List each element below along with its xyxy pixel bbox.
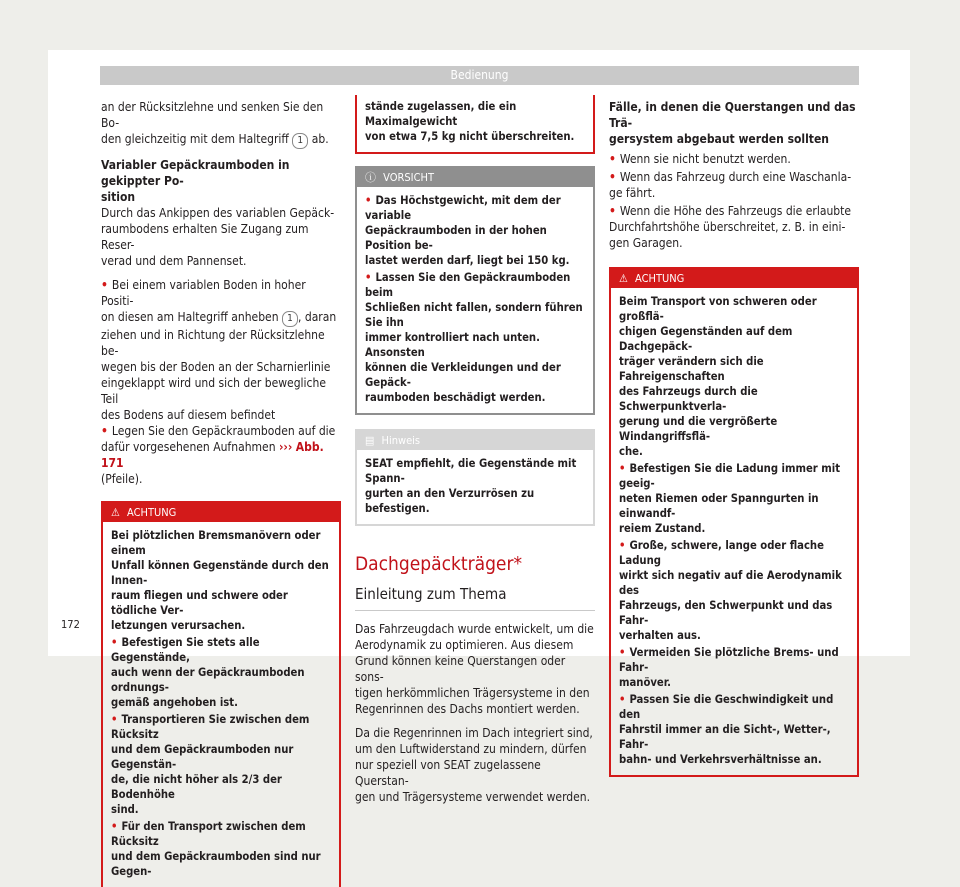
- warning-box-continued: stände zugelassen, die ein Maximalgewicht von etwa 7,5 kg nicht überschreiten.: [355, 95, 595, 154]
- warning-box: [609, 267, 859, 777]
- note-box-header: ▤ Hinweis: [357, 431, 593, 450]
- section-subtitle: Einleitung zum Thema: [355, 584, 595, 611]
- bullet-item: • Bei einem variablen Boden in hoher Positi- on diesen am Haltegriff anheben 1 , daran ziehen und in Richtung der Rücksitzlehne be- wegen bis der Boden an der Scharnierlinie eingeklappt wird und sich der bewegliche Teil des Bodens auf diesem befindet: [101, 278, 337, 422]
- warning-bullet: • Befestigen Sie die Ladung immer mit geeig- neten Riemen oder Spanngurten in einwandf- reiem Zustand.: [619, 462, 841, 535]
- warning-bullet: • Für den Transport zwischen dem Rücksitz und dem Gepäckraumboden sind nur Gegen-: [111, 820, 321, 878]
- warning-bullet: • Vermeiden Sie plötzliche Brems- und Fahr- manöver.: [619, 646, 839, 689]
- warning-box-header: ⚠ ACHTUNG: [103, 503, 339, 522]
- warning-bullet: • Transportieren Sie zwischen dem Rücksitz und dem Gepäckraumboden nur Gegenstän- de, die nicht höher als 2/3 der Bodenhöhe sind.: [111, 713, 310, 816]
- paragraph: Da die Regenrinnen im Dach integriert sind, um den Luftwiderstand zu mindern, dürfen nur speziell von SEAT zugelassene Querstan- gen und Trägersysteme verwendet werden.: [355, 726, 593, 804]
- figure-link[interactable]: Abb. 171: [101, 440, 324, 470]
- paragraph: Durch das Ankippen des variablen Gepäck- raumbodens erhalten Sie Zugang zum Reser- verad und dem Pannenset.: [101, 206, 335, 268]
- info-circle-icon: ⓘ: [365, 171, 376, 184]
- section-heading: [355, 552, 595, 611]
- warning-bullet: • Passen Sie die Geschwindigkeit und den Fahrstil immer an die Sicht-, Wetter-, Fahr- bahn- und Verkehrsverhältnisse an.: [619, 693, 834, 766]
- page-number: 172: [61, 618, 80, 631]
- warning-triangle-icon: ⚠: [619, 272, 628, 285]
- reference-arrow: ›››: [278, 440, 293, 454]
- column-3: [609, 99, 859, 777]
- section-header: Bedienung: [100, 66, 859, 85]
- warning-box: [101, 501, 341, 887]
- warning-box-body: [103, 522, 339, 887]
- caution-box: [355, 166, 595, 415]
- note-box: ▤ Hinweis SEAT empfiehlt, die Gegenstände mit Spann- gurten an den Verzurrösen zu befestigen.: [355, 429, 595, 526]
- bullet-icon: •: [101, 278, 108, 292]
- bullet-item: • Wenn die Höhe des Fahrzeugs die erlaubte Durchfahrtshöhe überschreitet, z. B. in eini- gen Garagen.: [609, 204, 852, 250]
- warning-intro: Bei plötzlichen Bremsmanövern oder einem Unfall können Gegenstände durch den Innen- raum fliegen und schwere oder tödliche Ver- letzungen verursachen.: [111, 529, 329, 632]
- column-2: [355, 95, 595, 813]
- warning-bullet: • Befestigen Sie stets alle Gegenstände, auch wenn der Gepäckraumboden ordnungs- gemäß angehoben ist.: [111, 636, 305, 709]
- subheading: Variabler Gepäckraumboden in gekippter Po- sition: [101, 158, 290, 204]
- note-icon: ▤: [365, 434, 375, 447]
- paragraph: Das Fahrzeugdach wurde entwickelt, um die Aerodynamik zu optimieren. Aus diesem Grund können keine Querstangen oder sons- tigen herkömmlichen Trägersysteme in den Regenrinnen des Dachs montiert werden.: [355, 622, 594, 716]
- bullet-item: • Wenn das Fahrzeug durch eine Waschanla- ge fährt.: [609, 170, 852, 200]
- caution-box-header: ⓘ VORSICHT: [357, 168, 593, 187]
- column-1: [101, 99, 341, 887]
- warning-bullet: • Große, schwere, lange oder flache Ladung wirkt sich negativ auf die Aerodynamik des Fahrzeugs, den Schwerpunkt und das Fahr- verhalten aus.: [619, 539, 842, 642]
- callout-number: 1: [282, 311, 298, 327]
- caution-bullet: • Lassen Sie den Gepäckraumboden beim Schließen nicht fallen, sondern führen Sie ihn immer kontrolliert nach unten. Ansonsten können die Verkleidungen und der Gepäck- raumboden beschädigt werden.: [365, 271, 583, 404]
- bullet-item: • Legen Sie den Gepäckraumboden auf die dafür vorgesehenen Aufnahmen ››› Abb. 171 (Pfeile).: [101, 424, 336, 486]
- paragraph: an der Rücksitzlehne und senken Sie den Bo- den gleichzeitig mit dem Haltegriff 1 ab.: [101, 99, 341, 149]
- caution-bullet: • Das Höchstgewicht, mit dem der variable Gepäckraumboden in der hohen Position be- lastet werden darf, liegt bei 150 kg.: [365, 194, 570, 267]
- bullet-item: • Wenn sie nicht benutzt werden.: [609, 152, 791, 166]
- warning-intro: Beim Transport von schweren oder großflä- chigen Gegenständen auf dem Dachgepäck- träger verändern sich die Fahreigenschaften des Fahrzeugs durch die Schwerpunktverla- gerung und die vergrößerte Windangriffsflä- che.: [619, 295, 817, 458]
- callout-number: 1: [292, 133, 308, 149]
- warning-box-header: ⚠ ACHTUNG: [611, 269, 857, 288]
- section-title: Dachgepäckträger*: [355, 553, 523, 575]
- subheading: Fälle, in denen die Querstangen und das Trä- gersystem abgebaut werden sollten: [609, 100, 856, 146]
- bullet-icon: •: [101, 424, 108, 438]
- warning-triangle-icon: ⚠: [111, 506, 120, 519]
